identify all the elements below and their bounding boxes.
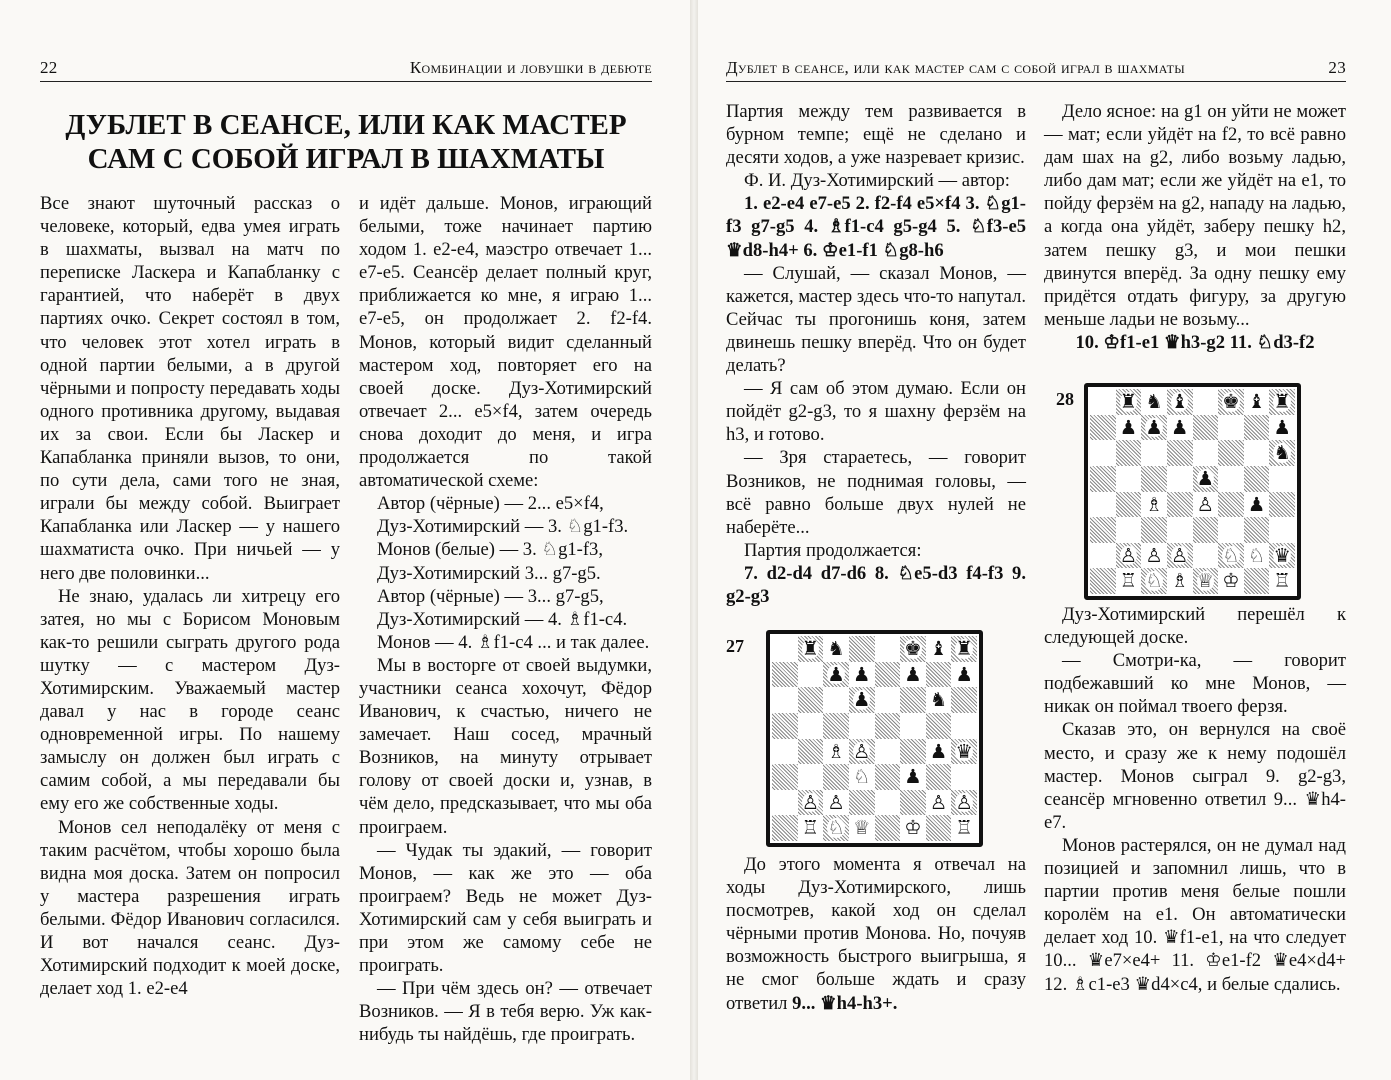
board-square bbox=[875, 790, 901, 816]
board-square bbox=[823, 815, 849, 841]
black-rook-icon: ♜ bbox=[1273, 390, 1291, 414]
black-pawn-icon: ♟ bbox=[852, 662, 871, 686]
black-pawn-icon: ♟ bbox=[1170, 415, 1189, 439]
board-square bbox=[1269, 568, 1295, 594]
board-square bbox=[875, 687, 901, 713]
board-square bbox=[772, 815, 798, 841]
paragraph: Не знаю, удалась ли хитрецу его затея, но мы с Борисом Моновым как-то решили сыграть другого рода шутку — с мастером Дуз-Хотимирским. Уважаемый мастер давал у нас в городе сеанс одновременной игры. По нашему замыслу он должен был играть с самим собой, а мы передавали бы ему его же собственные ходы. bbox=[40, 585, 340, 815]
right-column-2 bbox=[1044, 100, 1346, 354]
board-square bbox=[772, 713, 798, 739]
white-bishop-icon: ♗ bbox=[1170, 569, 1189, 593]
black-pawn-icon: ♟ bbox=[1196, 466, 1214, 490]
board-square bbox=[1193, 415, 1219, 441]
black-knight-icon: ♞ bbox=[1145, 390, 1163, 414]
board-square bbox=[1193, 517, 1219, 543]
white-bishop-icon: ♗ bbox=[1145, 492, 1163, 516]
board-square bbox=[1116, 466, 1142, 492]
black-pawn-icon: ♟ bbox=[852, 688, 871, 712]
board-square bbox=[926, 662, 952, 688]
header-rule bbox=[40, 81, 652, 82]
paragraph bbox=[726, 853, 1026, 1015]
board-square bbox=[772, 636, 798, 662]
board-square bbox=[1218, 389, 1244, 415]
black-bishop-icon: ♝ bbox=[1247, 390, 1266, 414]
chapter-title bbox=[40, 108, 652, 176]
board-square bbox=[1244, 440, 1270, 466]
board-square bbox=[1090, 415, 1116, 441]
page-number: 23 bbox=[1328, 58, 1346, 77]
board-square bbox=[1167, 466, 1193, 492]
board-square bbox=[849, 662, 875, 688]
white-rook-icon: ♖ bbox=[1273, 569, 1291, 593]
board-square bbox=[1141, 440, 1167, 466]
board-square bbox=[1090, 440, 1116, 466]
white-pawn-icon: ♙ bbox=[827, 790, 845, 814]
black-pawn-icon: ♟ bbox=[1273, 415, 1291, 439]
board-square bbox=[823, 764, 849, 790]
board-square bbox=[1167, 492, 1193, 518]
black-pawn-icon: ♟ bbox=[904, 765, 922, 789]
chess-board bbox=[1084, 383, 1301, 600]
board-square bbox=[1244, 543, 1270, 569]
white-rook-icon: ♖ bbox=[1119, 569, 1138, 593]
board-square bbox=[951, 739, 977, 765]
board-square bbox=[1167, 543, 1193, 569]
left-page bbox=[0, 0, 690, 1080]
running-title: Дублет в сеансе, или как мастер сам с собой играл в шахматы bbox=[726, 58, 1186, 77]
board-square bbox=[1167, 415, 1193, 441]
board-square bbox=[1116, 543, 1142, 569]
black-pawn-icon: ♟ bbox=[1119, 415, 1138, 439]
paragraph: Мы в восторге от своей выдумки, участники сеанса хохочут, Фёдор Иванович, к счастью, ничего не замечает. Наш сосед, мрачный Возников, на минуту отрывает голову от своей доски и, узнав, в чём дело, предсказывает, что мы оба проиграем. bbox=[359, 654, 652, 838]
board-square bbox=[823, 662, 849, 688]
board-square bbox=[1141, 492, 1167, 518]
board-square bbox=[1244, 492, 1270, 518]
board-square bbox=[772, 687, 798, 713]
white-pawn-icon: ♙ bbox=[955, 790, 973, 814]
paragraph: и идёт дальше. Монов, играющий белыми, тоже начинает партию ходом 1. e2-e4, маэстро отвечает 1... e7-e5. Сеансёр делает полный круг, приближается ко мне, я играю 1... e7-e5, он продолжает 2. f2-f4. Монов, который видит сделанный мастером ход, повторяет его на своей доске. Дуз-Хотимирский отвечает 2... e5×f4, затем очередь снова доходит до меня, и игра продолжается по такой автоматической схеме: bbox=[359, 193, 652, 492]
board-square bbox=[849, 739, 875, 765]
board-square bbox=[823, 687, 849, 713]
white-rook-icon: ♖ bbox=[955, 816, 973, 840]
right-page-header bbox=[726, 58, 1346, 82]
board-square bbox=[875, 739, 901, 765]
board-square bbox=[951, 815, 977, 841]
black-knight-icon: ♞ bbox=[827, 637, 845, 661]
board-square bbox=[900, 815, 926, 841]
board-square bbox=[951, 662, 977, 688]
running-title: Комбинации и ловушки в дебюте bbox=[409, 58, 652, 77]
white-pawn-icon: ♙ bbox=[1145, 543, 1163, 567]
board-square bbox=[875, 662, 901, 688]
white-pawn-icon: ♙ bbox=[1196, 492, 1214, 516]
black-queen-icon: ♛ bbox=[1273, 543, 1291, 567]
black-bishop-icon: ♝ bbox=[1170, 390, 1189, 414]
black-king-icon: ♚ bbox=[904, 637, 922, 661]
white-knight-icon: ♘ bbox=[1145, 569, 1163, 593]
scheme-line: Автор (чёрные) — 2... e5×f4, bbox=[377, 493, 604, 515]
black-pawn-icon: ♟ bbox=[929, 739, 948, 763]
board-square bbox=[1116, 389, 1142, 415]
board-square bbox=[849, 764, 875, 790]
black-rook-icon: ♜ bbox=[1119, 390, 1138, 414]
paragraph: — Чудак ты эдакий, — говорит Монов, — как же это — оба проиграем? Ведь не может Дуз-Хотимирский сам у себя выиграть и при этом же самому себе не проиграть. bbox=[359, 839, 652, 977]
header-rule bbox=[726, 81, 1346, 82]
board-square bbox=[1218, 543, 1244, 569]
white-pawn-icon: ♙ bbox=[852, 739, 871, 763]
board-square bbox=[849, 713, 875, 739]
white-knight-icon: ♘ bbox=[1247, 543, 1266, 567]
board-square bbox=[1269, 440, 1295, 466]
game-moves: 1. e2-e4 e7-e5 2. f2-f4 e5×f4 3. ♘g1-f3 g7-g5 4. ♗f1-c4 g5-g4 5. ♘f3-e5 ♛d8-h4+ 6. ♔e1-f1 ♘g8-h6 bbox=[726, 193, 1026, 261]
book-spine bbox=[690, 0, 698, 1080]
board-square bbox=[1090, 466, 1116, 492]
page-number: 22 bbox=[40, 58, 58, 77]
paragraph: Партия между тем развивается в бурном темпе; ещё не сделано и десяти ходов, а уже назревает кризис. bbox=[726, 101, 1026, 169]
board-square bbox=[1218, 517, 1244, 543]
board-square bbox=[1116, 440, 1142, 466]
board-square bbox=[1090, 492, 1116, 518]
scheme-line: Монов (белые) — 3. ♘g1-f3, bbox=[377, 539, 603, 561]
paragraph-text: До этого момента я отвечал на ходы Дуз-Хотимирского, лишь посмотрев, какой ход он сделал чёрными против Монова. Но, почуяв возможность быстрого выигрыша, я не смог больше ждать и сразу ответил bbox=[726, 854, 1026, 1014]
board-square bbox=[1269, 466, 1295, 492]
board-square bbox=[1193, 492, 1219, 518]
left-column-2 bbox=[359, 192, 652, 1046]
black-queen-icon: ♛ bbox=[955, 739, 973, 763]
board-square bbox=[1269, 389, 1295, 415]
board-square bbox=[951, 687, 977, 713]
right-column-1 bbox=[726, 100, 1026, 608]
board-square bbox=[1167, 389, 1193, 415]
paragraph: Монов сел неподалёку от меня с таким расчётом, чтобы хорошо была видна моя доска. Затем он попросил у мастера разрешения играть белыми. Фёдор Иванович согласился. И вот начался сеанс. Дуз-Хотимирский подходит к моей доске, делает ход 1. e2-e4 bbox=[40, 816, 340, 1000]
black-rook-icon: ♜ bbox=[801, 637, 820, 661]
scheme-line: Дуз-Хотимирский 3... g7-g5. bbox=[377, 562, 601, 584]
move-scheme bbox=[359, 492, 652, 654]
game-move: 9... ♛h4-h3+. bbox=[792, 992, 898, 1014]
board-square bbox=[849, 687, 875, 713]
board-square bbox=[1269, 543, 1295, 569]
board-square bbox=[1167, 517, 1193, 543]
white-rook-icon: ♖ bbox=[801, 816, 820, 840]
black-knight-icon: ♞ bbox=[1273, 441, 1291, 465]
left-page-header bbox=[40, 58, 652, 82]
board-square bbox=[1141, 389, 1167, 415]
board-square bbox=[1244, 517, 1270, 543]
left-column-1 bbox=[40, 192, 340, 1000]
paragraph: — Смотри-ка, — говорит подбежавший ко мне Монов, — никак он поймал твоего ферзя. bbox=[1044, 650, 1346, 718]
white-knight-icon: ♘ bbox=[1222, 543, 1240, 567]
board-square bbox=[1244, 415, 1270, 441]
board-square bbox=[875, 713, 901, 739]
board-square bbox=[1193, 466, 1219, 492]
board-square bbox=[875, 764, 901, 790]
right-page bbox=[698, 0, 1391, 1080]
diagram-number: 27 bbox=[726, 636, 744, 656]
board-square bbox=[900, 636, 926, 662]
game-moves: 7. d2-d4 d7-d6 8. ♘e5-d3 f4-f3 9. g2-g3 bbox=[726, 562, 1026, 607]
board-square bbox=[951, 764, 977, 790]
board-square bbox=[1090, 389, 1116, 415]
board-square bbox=[1193, 543, 1219, 569]
board-square bbox=[823, 790, 849, 816]
board-square bbox=[772, 790, 798, 816]
board-square bbox=[823, 713, 849, 739]
paragraph: Дело ясное: на g1 он уйти не может — мат; если уйдёт на f2, то всё равно дам шах на g2, либо возьму ладью, либо дам мат; если же уйдёт на e1, то пойду ферзём на g2, нападу на ладью, а когда она уйдёт, заберу пешку h2, затем пешку g3, и мои пешки двинутся вперёд. За одну пешку ему придётся отдать фигуру, за другую меньше ладьи не возьму... bbox=[1044, 101, 1346, 330]
board-square bbox=[875, 815, 901, 841]
white-king-icon: ♔ bbox=[1222, 569, 1240, 593]
board-square bbox=[1218, 466, 1244, 492]
white-knight-icon: ♘ bbox=[827, 816, 845, 840]
board-square bbox=[900, 687, 926, 713]
board-square bbox=[900, 739, 926, 765]
white-queen-icon: ♕ bbox=[1196, 569, 1214, 593]
chess-diagram-27 bbox=[726, 630, 1026, 845]
board-square bbox=[1218, 440, 1244, 466]
board-square bbox=[926, 764, 952, 790]
right-column-1-bottom bbox=[726, 853, 1026, 1015]
board-square bbox=[951, 636, 977, 662]
board-square bbox=[772, 764, 798, 790]
chess-board bbox=[766, 630, 983, 847]
board-square bbox=[1167, 440, 1193, 466]
board-square bbox=[1116, 492, 1142, 518]
black-pawn-icon: ♟ bbox=[955, 662, 973, 686]
board-square bbox=[823, 739, 849, 765]
board-square bbox=[1193, 389, 1219, 415]
white-queen-icon: ♕ bbox=[852, 816, 871, 840]
board-square bbox=[1269, 492, 1295, 518]
scheme-line: Дуз-Хотимирский — 3. ♘g1-f3. bbox=[377, 516, 629, 538]
paragraph: Дуз-Хотимирский перешёл к следующей доске. bbox=[1044, 604, 1346, 649]
board-square bbox=[849, 815, 875, 841]
board-square bbox=[1141, 543, 1167, 569]
board-square bbox=[798, 636, 824, 662]
board-square bbox=[798, 764, 824, 790]
board-square bbox=[900, 713, 926, 739]
paragraph: Партия продолжается: bbox=[744, 539, 922, 561]
black-knight-icon: ♞ bbox=[929, 688, 948, 712]
chess-diagram-28 bbox=[1044, 383, 1346, 593]
board-square bbox=[926, 739, 952, 765]
scheme-line: Дуз-Хотимирский — 4. ♗f1-c4. bbox=[377, 608, 628, 630]
scheme-line: Автор (чёрные) — 3... g7-g5, bbox=[377, 585, 604, 607]
black-bishop-icon: ♝ bbox=[929, 637, 948, 661]
board-square bbox=[1244, 389, 1270, 415]
white-knight-icon: ♘ bbox=[852, 765, 871, 789]
board-square bbox=[1141, 517, 1167, 543]
white-pawn-icon: ♙ bbox=[801, 790, 820, 814]
board-square bbox=[926, 636, 952, 662]
board-square bbox=[926, 713, 952, 739]
board-square bbox=[823, 636, 849, 662]
board-square bbox=[900, 662, 926, 688]
board-square bbox=[1193, 568, 1219, 594]
board-square bbox=[1116, 568, 1142, 594]
board-square bbox=[798, 662, 824, 688]
paragraph: — Зря стараетесь, — говорит Возников, не поднимая головы, — всё равно больше двух нулей не наберёте... bbox=[726, 447, 1026, 538]
white-pawn-icon: ♙ bbox=[1170, 543, 1189, 567]
board-square bbox=[798, 713, 824, 739]
chapter-title-line: САМ С СОБОЙ ИГРАЛ В ШАХМАТЫ bbox=[87, 143, 605, 175]
board-square bbox=[849, 636, 875, 662]
board-square bbox=[1090, 568, 1116, 594]
paragraph: Сказав это, он вернулся на своё место, и сразу же к нему подошёл мастер. Монов сыграл 9. g2-g3, сеансёр мгновенно ответил 9... ♛h4-e7. bbox=[1044, 719, 1346, 833]
white-bishop-icon: ♗ bbox=[827, 739, 845, 763]
black-pawn-icon: ♟ bbox=[827, 662, 845, 686]
right-column-2-bottom bbox=[1044, 603, 1346, 996]
board-square bbox=[1090, 543, 1116, 569]
board-square bbox=[1141, 568, 1167, 594]
board-square bbox=[1167, 568, 1193, 594]
board-square bbox=[1193, 440, 1219, 466]
board-square bbox=[875, 636, 901, 662]
scheme-line: Монов — 4. ♗f1-c4 ... и так далее. bbox=[377, 631, 650, 653]
board-square bbox=[798, 790, 824, 816]
board-square bbox=[900, 764, 926, 790]
black-pawn-icon: ♟ bbox=[1247, 492, 1266, 516]
diagram-number: 28 bbox=[1056, 389, 1074, 409]
black-rook-icon: ♜ bbox=[955, 637, 973, 661]
board-square bbox=[1244, 568, 1270, 594]
paragraph: — Я сам об этом думаю. Если он пойдёт g2-g3, то я шахну ферзём на h3, и готово. bbox=[726, 378, 1026, 446]
board-square bbox=[1244, 466, 1270, 492]
board-square bbox=[1269, 517, 1295, 543]
paragraph: Монов растерялся, он не думал над позицией и запомнил лишь, что в партии против меня белые пошли королём на e1. Он автоматически делает ход 10. ♛f1-e1, на что следует 10... ♛e7×e4+ 11. ♔e1-f2 ♛e4×d4+ 12. ♗c1-e3 ♛d4×c4, и белые сдались. bbox=[1044, 834, 1346, 995]
paragraph: — Слушай, — сказал Монов, — кажется, мастер здесь что-то напутал. Сейчас ты прогонишь коня, затем двинешь пешку вперёд. Что он будет делать? bbox=[726, 262, 1026, 377]
board-square bbox=[1090, 517, 1116, 543]
board-square bbox=[1218, 492, 1244, 518]
white-pawn-icon: ♙ bbox=[929, 790, 948, 814]
chapter-title-line: ДУБЛЕТ В СЕАНСЕ, ИЛИ КАК МАСТЕР bbox=[65, 109, 627, 141]
board-square bbox=[798, 815, 824, 841]
board-square bbox=[1116, 517, 1142, 543]
black-king-icon: ♚ bbox=[1222, 390, 1240, 414]
black-pawn-icon: ♟ bbox=[904, 662, 922, 686]
board-square bbox=[1116, 415, 1142, 441]
board-square bbox=[951, 790, 977, 816]
game-moves: 10. ♔f1-e1 ♛h3-g2 11. ♘d3-f2 bbox=[1075, 331, 1315, 353]
board-square bbox=[1218, 415, 1244, 441]
board-square bbox=[772, 662, 798, 688]
board-square bbox=[951, 713, 977, 739]
board-square bbox=[772, 739, 798, 765]
game-header: Ф. И. Дуз-Хотимирский — автор: bbox=[744, 170, 1010, 192]
board-square bbox=[1218, 568, 1244, 594]
black-pawn-icon: ♟ bbox=[1145, 415, 1163, 439]
board-square bbox=[926, 790, 952, 816]
board-square bbox=[798, 739, 824, 765]
board-square bbox=[900, 790, 926, 816]
board-square bbox=[798, 687, 824, 713]
board-square bbox=[926, 815, 952, 841]
white-king-icon: ♔ bbox=[904, 816, 922, 840]
board-square bbox=[926, 687, 952, 713]
board-square bbox=[849, 790, 875, 816]
paragraph: — При чём здесь он? — отвечает Возников. — Я в тебя верю. Уж как-нибудь ты найдёшь, где проиграть. bbox=[359, 978, 652, 1046]
white-pawn-icon: ♙ bbox=[1119, 543, 1138, 567]
paragraph: Все знают шуточный рассказ о человеке, который, едва умея играть в шахматы, вызвал на матч по переписке Ласкера и Капабланку с гарантией, что наберёт в двух партиях очко. Секрет состоял в том, что человек этот хотел играть в одной партии белыми, а в другой чёрными и попросту передавать ходы одного противника другому, выдавая их за свои. Если бы Ласкер и Капабланка приняли вызов, то они, по сути дела, сами того не зная, играли бы между собой. Выиграет Капабланка или Ласкер — у нашего шахматиста очко. При ничьей — у него две половинки... bbox=[40, 193, 340, 584]
board-square bbox=[1141, 415, 1167, 441]
board-square bbox=[1141, 466, 1167, 492]
board-square bbox=[1269, 415, 1295, 441]
